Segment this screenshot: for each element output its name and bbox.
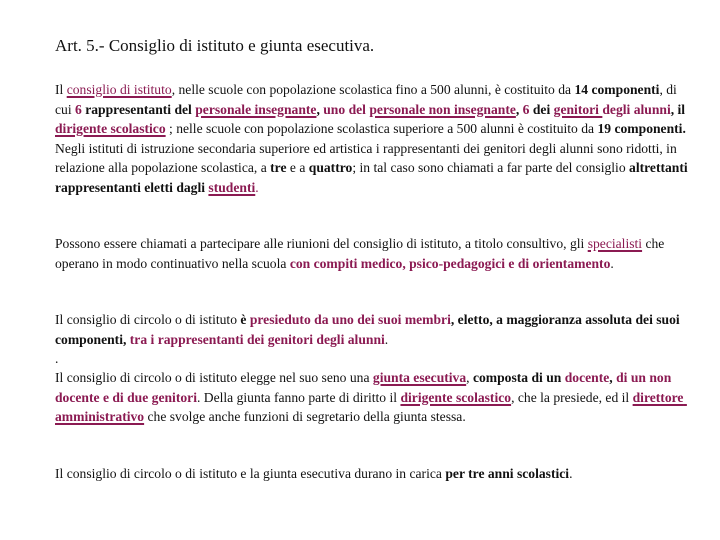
paragraph-dot (55, 349, 695, 369)
text-run: . (55, 351, 59, 366)
text-run: specialisti (587, 236, 643, 251)
text-run: ; nelle scuole con popolazione scolastica superiore a 500 alunni è costituito da (165, 121, 598, 136)
text-run: 14 componenti (574, 82, 660, 97)
text-run: direttore amministrativo (55, 389, 687, 424)
text-run: dirigente scolastico (400, 389, 512, 405)
text-run: . (384, 331, 389, 347)
text-run: , eletto, a maggioranza assoluta dei suoi componenti, (55, 312, 684, 347)
text-run: docente (564, 370, 610, 385)
text-run: 19 componenti. (597, 121, 686, 136)
text-run: degli alunni (602, 101, 671, 117)
text-run: Possono essere chiamati a partecipare alle riunioni del consiglio di istituto, a titolo consultivo, gli (55, 236, 588, 251)
text-run: tra i rappresentanti dei genitori degli alunni (129, 331, 385, 347)
text-run: genitori (553, 101, 603, 117)
text-run: , (609, 370, 617, 385)
text-run: personale non insegnante (369, 101, 516, 117)
text-run: 6 (75, 101, 86, 117)
article-title: Art. 5.- Consiglio di istituto e giunta esecutiva. (55, 36, 375, 55)
text-run: 6 (522, 101, 533, 117)
text-run: , nelle scuole con popolazione scolastica fino a 500 alunni, è costituito da (171, 82, 575, 97)
text-run: giunta esecutiva (372, 370, 467, 385)
text-run: . (255, 179, 259, 195)
text-run: , (515, 101, 523, 117)
text-run: personale insegnante (195, 101, 317, 117)
text-run: altrettanti rappresentanti eletti dagli (55, 160, 692, 195)
text-run: uno del (323, 101, 370, 117)
text-run: presieduto da uno dei suoi membri (249, 312, 451, 327)
paragraph-giunta (55, 368, 695, 427)
text-run: Il consiglio di circolo o di istituto elegge nel suo seno una (55, 370, 373, 385)
text-run: composta di un (472, 370, 565, 385)
text-run: ; in tal caso sono chiamati a far parte del consiglio (352, 160, 630, 175)
text-run: dei (532, 101, 554, 117)
text-run: che operano in modo continuativo nella scuola (55, 236, 668, 271)
text-run: Negli istituti di istruzione secondaria superiore ed artistica i rappresentanti dei genitori degli alunni sono ridotti, in relazione alla popolazione scolastica, a (55, 121, 690, 175)
paragraph-composition (55, 80, 695, 197)
text-run: con compiti medico, psico-pedagogici e di orientamento (289, 255, 611, 271)
text-run: di un non docente e di due genitori (55, 370, 675, 405)
text-run: tre (270, 160, 287, 175)
text-run: studenti (208, 179, 256, 195)
text-run: Il consiglio di circolo o di istituto (55, 312, 241, 327)
paragraph-president (55, 310, 695, 349)
paragraph-duration (55, 464, 695, 484)
text-run: Il consiglio di circolo o di istituto e la giunta esecutiva durano in carica (55, 466, 446, 481)
text-run: per tre anni scolastici (445, 466, 570, 481)
text-run: , che la presiede, ed il (511, 389, 633, 405)
text-run: e a (286, 160, 309, 175)
text-run: dirigente scolastico (55, 121, 166, 136)
text-run: Il (55, 82, 67, 97)
text-run: . (569, 466, 573, 481)
text-run: , (466, 370, 473, 385)
text-run: quattro (308, 160, 353, 175)
text-run: . (610, 255, 614, 271)
text-run: consiglio di istituto (66, 82, 172, 97)
text-run: , (316, 101, 324, 117)
paragraph-specialists (55, 234, 695, 273)
text-run: rappresentanti del (85, 101, 196, 117)
text-run: è (240, 312, 250, 327)
text-run: , il (670, 101, 689, 117)
text-run: . Della giunta fanno parte di diritto il (196, 389, 401, 405)
text-run: , di cui (55, 82, 681, 117)
text-run: che svolge anche funzioni di segretario della giunta stessa. (144, 409, 466, 424)
